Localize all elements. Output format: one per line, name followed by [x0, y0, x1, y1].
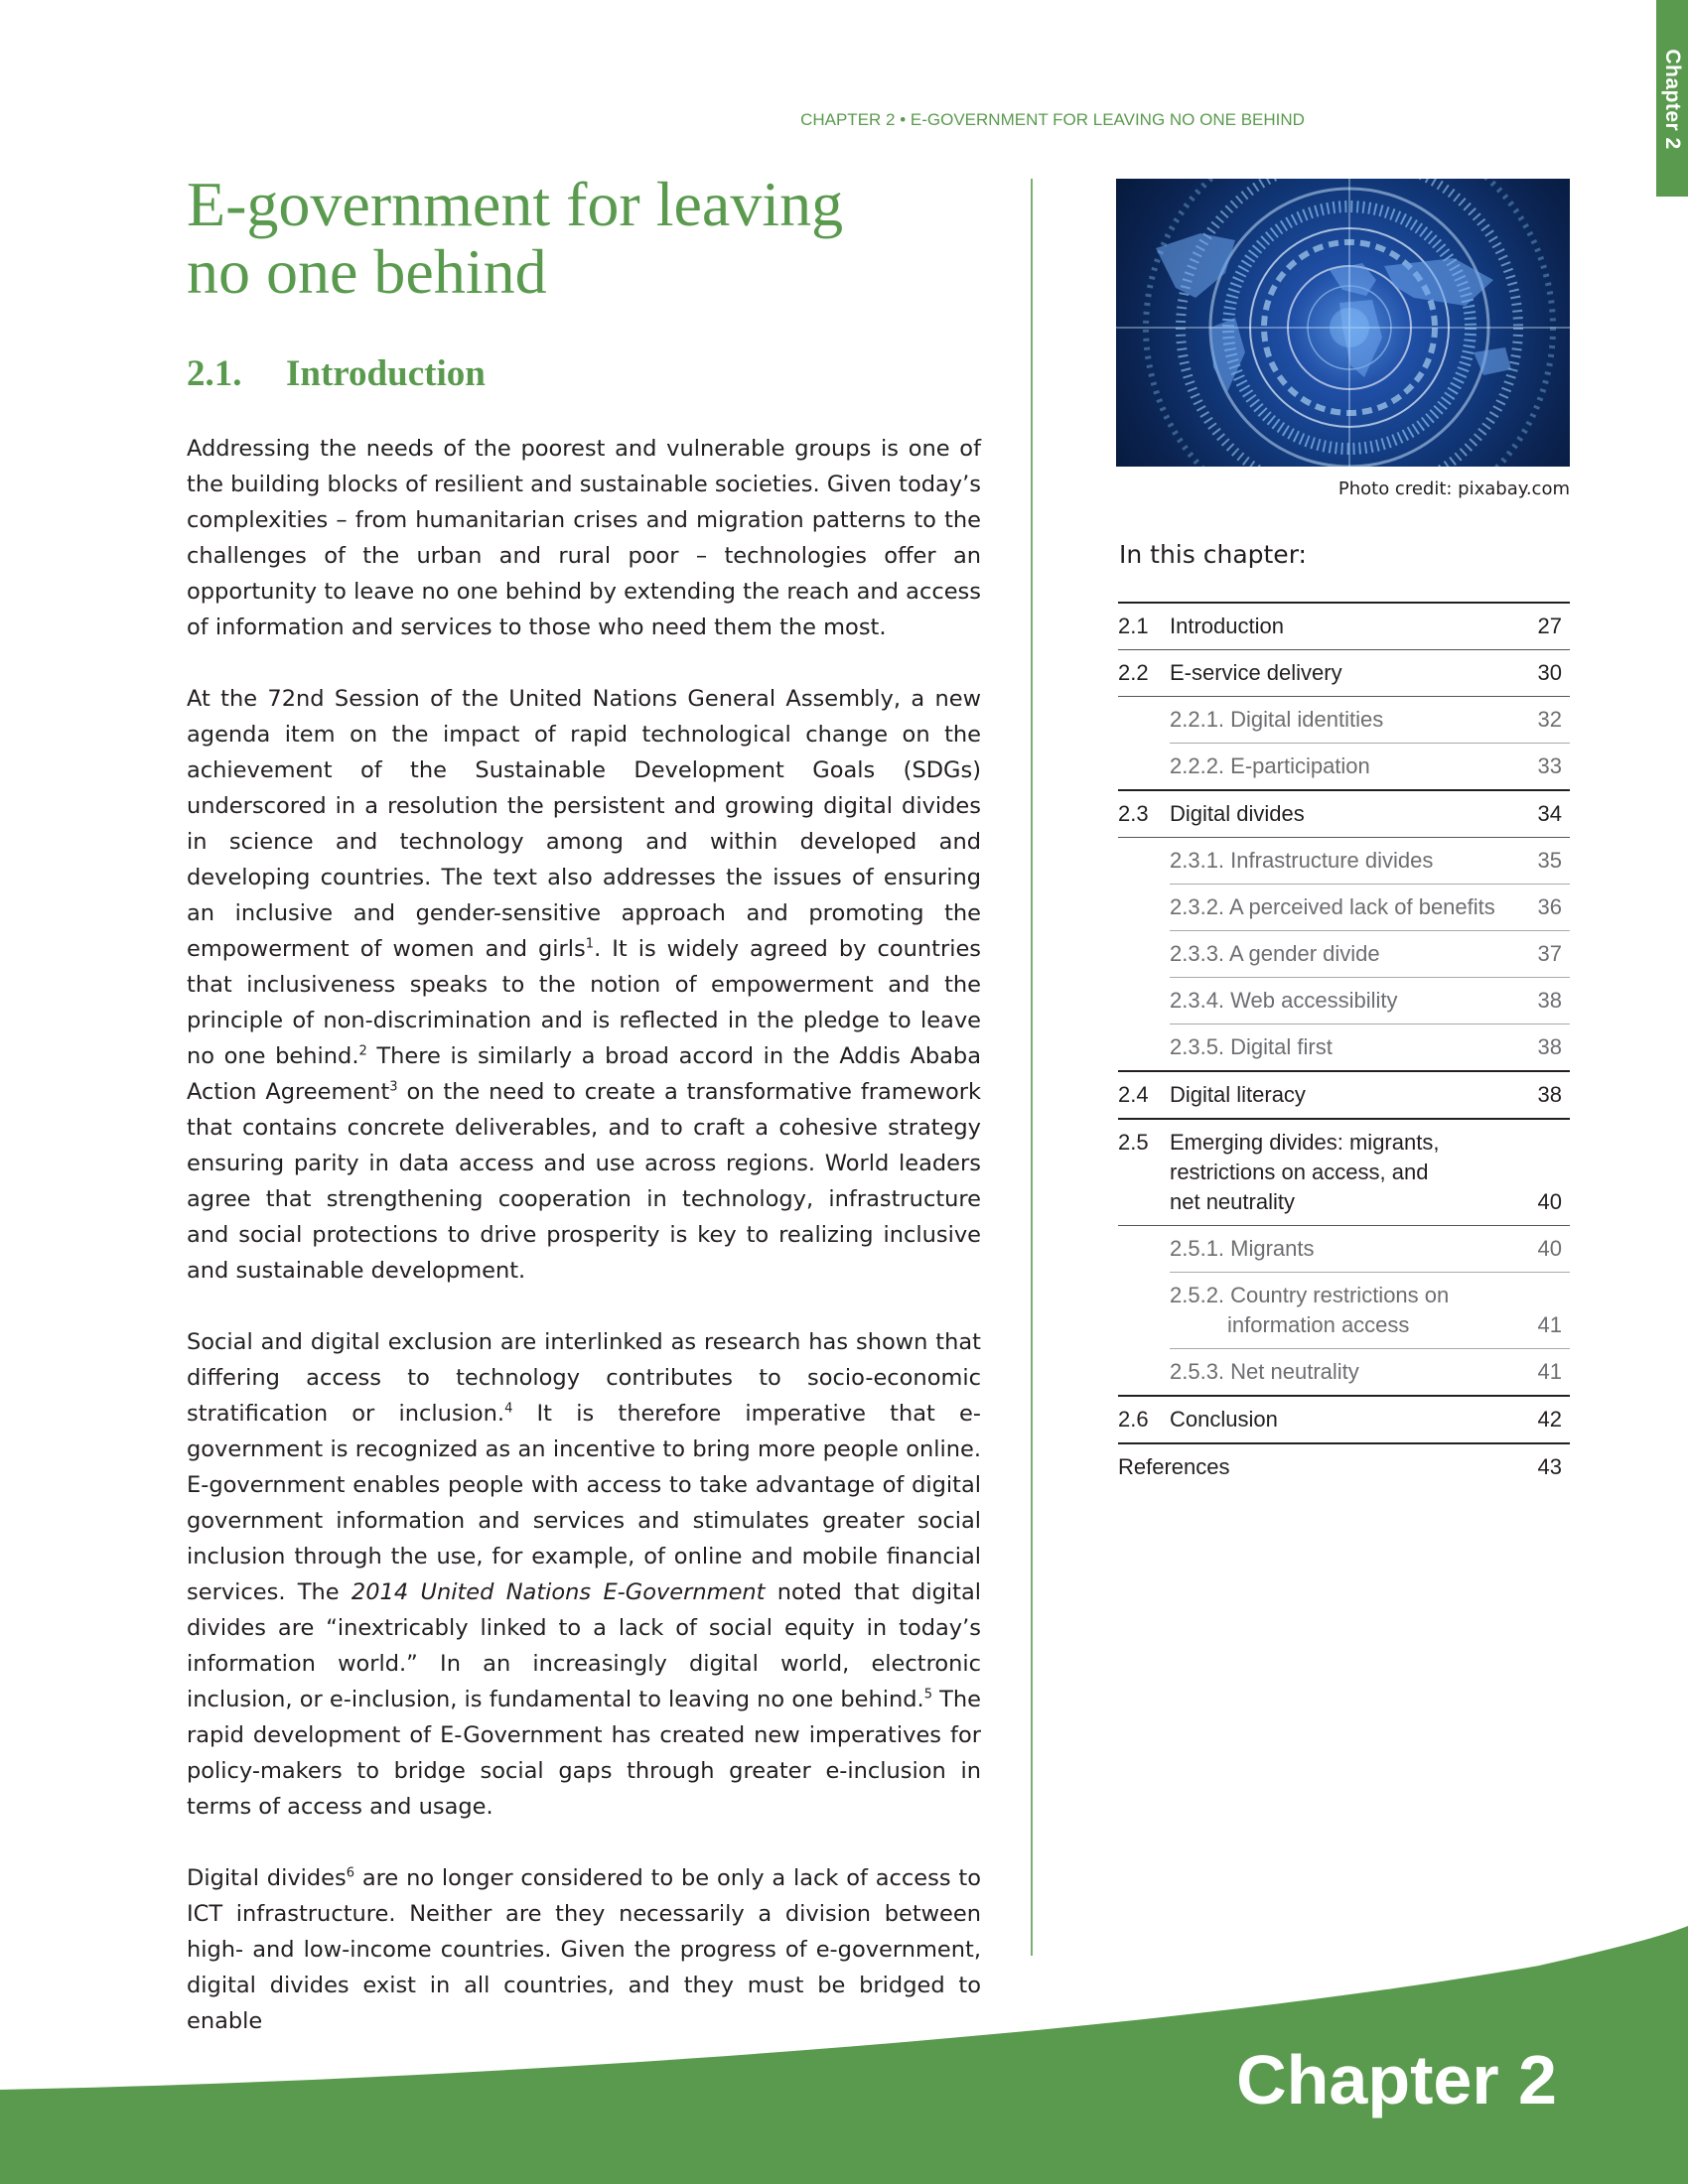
paragraph-1: Addressing the needs of the poorest and vulnerable groups is one of the building blocks of resilient and sustainable societies. Given today’s complexities – from humanitarian crises and migration patterns to the challenges of the urban and rural poor – technologies offer an opportunity to leave no one behind by extending the reach and access of information and services to those who need them the most.	[187, 436, 981, 640]
title-line-2: no one behind	[187, 236, 547, 307]
toc-title: 2.3.3. A gender divide	[1170, 941, 1380, 966]
toc-title: 2.3.2. A perceived lack of benefits	[1170, 894, 1495, 919]
text-run: It is therefore imperative that e-government is recognized as an incentive to bring more people online. E-government enables people with access to take advantage of digital government information and services and stimulates greater social inclusion through the use, for example, of online and mobile financial services. The	[187, 1401, 982, 1605]
paragraph-2	[187, 681, 981, 1289]
section-heading	[187, 352, 486, 395]
toc-entry-2-4[interactable]	[1118, 1072, 1570, 1120]
toc-page: 32	[1537, 707, 1562, 732]
toc-page: 36	[1537, 894, 1562, 919]
toc-page: 38	[1537, 988, 1562, 1013]
toc-number: 2.4	[1118, 1082, 1149, 1107]
toc-page: 37	[1537, 941, 1562, 966]
body-text	[187, 431, 981, 2075]
text-run: are no longer considered to be only a lack of access to ICT infrastructure. Neither are they necessarily a division between high- and low-income countries. Given the progress of e-government, digital divides exist in all countries, and they must be bridged to enable	[187, 1865, 981, 2034]
text-run: Social and digital exclusion are interlinked as research has shown that differing access to technology contributes to socio-economic stratification or inclusion.	[187, 1329, 981, 1427]
toc-entry-2-3-1[interactable]	[1170, 838, 1570, 885]
chapter-title	[187, 171, 1001, 306]
toc-title: Conclusion	[1170, 1407, 1278, 1432]
toc-title: 2.3.5. Digital first	[1170, 1034, 1333, 1059]
footnote-ref-6[interactable]: 6	[346, 1865, 355, 1881]
title-line-1: E-government for leaving	[187, 169, 844, 239]
toc-number: 2.3	[1118, 801, 1149, 826]
toc-entry-2-3-2[interactable]	[1170, 885, 1570, 931]
text-run: The rapid development of E-Government has created new imperatives for policy-makers to bridge social gaps through greater e-inclusion in terms of access and usage.	[187, 1687, 981, 1820]
toc-entry-2-3-3[interactable]	[1170, 931, 1570, 978]
column-divider	[1031, 179, 1033, 1956]
toc-page: 33	[1537, 753, 1562, 778]
toc-title: 2.2.2. E-participation	[1170, 753, 1370, 778]
side-tab-label: Chapter 2	[1661, 49, 1684, 150]
text-run: Digital divides	[187, 1865, 347, 1891]
toc-page: 40	[1537, 1236, 1562, 1261]
footnote-ref-1[interactable]: 1	[585, 936, 595, 952]
toc-title-line-1: 2.5.2. Country restrictions on	[1170, 1283, 1450, 1307]
footnote-ref-3[interactable]: 3	[389, 1079, 398, 1095]
toc-entry-2-6[interactable]	[1118, 1397, 1570, 1444]
toc-entry-2-5-3[interactable]	[1118, 1349, 1570, 1397]
table-of-contents	[1118, 602, 1570, 1490]
footer-wave	[0, 1866, 1688, 2184]
toc-page: 42	[1537, 1407, 1562, 1432]
toc-entry-2-3[interactable]	[1118, 791, 1570, 838]
toc-entry-2-3-4[interactable]	[1170, 978, 1570, 1024]
toc-title: 2.2.1. Digital identities	[1170, 707, 1384, 732]
report-title-italic: 2014 United Nations E-Government	[351, 1579, 766, 1605]
toc-entry-references[interactable]	[1118, 1444, 1570, 1490]
toc-entry-2-2-2[interactable]	[1118, 744, 1570, 791]
toc-page: 38	[1537, 1034, 1562, 1059]
footer-chapter-label: Chapter 2	[1236, 2041, 1557, 2118]
toc-title: E-service delivery	[1170, 660, 1342, 685]
toc-page: 40	[1537, 1189, 1562, 1214]
toc-title: 2.5.3. Net neutrality	[1170, 1359, 1359, 1384]
section-number: 2.1.	[187, 353, 242, 394]
toc-entry-2-5[interactable]	[1118, 1120, 1570, 1226]
toc-title: References	[1118, 1454, 1230, 1479]
footnote-ref-4[interactable]: 4	[504, 1401, 513, 1417]
toc-number: 2.1	[1118, 614, 1149, 638]
toc-page: 41	[1537, 1312, 1562, 1337]
chapter-photo	[1116, 179, 1570, 467]
toc-entry-2-2[interactable]	[1118, 650, 1570, 697]
footnote-ref-5[interactable]: 5	[923, 1687, 932, 1703]
section-title: Introduction	[286, 353, 486, 394]
running-head: CHAPTER 2 • E-GOVERNMENT FOR LEAVING NO ONE BEHIND	[800, 110, 1305, 129]
toc-page: 43	[1537, 1454, 1562, 1479]
chapter-side-tab	[1656, 0, 1688, 197]
toc-number: 2.6	[1118, 1407, 1149, 1432]
toc-page: 35	[1537, 848, 1562, 873]
toc-entry-2-3-5[interactable]	[1118, 1024, 1570, 1072]
toc-title: 2.5.1. Migrants	[1170, 1236, 1315, 1261]
toc-title: Digital divides	[1170, 801, 1305, 826]
toc-title-line-2: information access	[1227, 1312, 1410, 1337]
toc-title: 2.3.4. Web accessibility	[1170, 988, 1398, 1013]
toc-page: 41	[1537, 1359, 1562, 1384]
text-run: At the 72nd Session of the United Nations General Assembly, a new agenda item on the impact of rapid technological change on the achievement of the Sustainable Development Goals (SDGs) underscored in a resolution the persistent and growing digital divides in science and technology among and within developed and developing countries. The text also addresses the issues of ensuring an inclusive and gender-sensitive approach and promoting the empowerment of women and girls	[187, 686, 981, 962]
toc-heading: In this chapter:	[1119, 540, 1307, 569]
toc-title: 2.3.1. Infrastructure divides	[1170, 848, 1434, 873]
toc-title: Emerging divides: migrants, restrictions on access, and net neutrality	[1170, 1130, 1440, 1214]
text-run: on the need to create a transformative framework that contains concrete deliverables, and to craft a cohesive strategy ensuring parity in data access and use across regions. World leaders agree that strengthening cooperation in technology, infrastructure and social protections to drive prosperity is key to realizing inclusive and sustainable development.	[187, 1079, 981, 1284]
toc-page: 27	[1537, 614, 1562, 638]
globe-tech-image	[1116, 179, 1570, 467]
paragraph-3	[187, 1324, 981, 1825]
toc-title	[1170, 1281, 1522, 1340]
toc-entry-2-2-1[interactable]	[1170, 697, 1570, 744]
toc-title: Digital literacy	[1170, 1082, 1306, 1107]
toc-page: 38	[1537, 1082, 1562, 1107]
toc-number: 2.5	[1118, 1130, 1149, 1155]
toc-entry-2-1[interactable]	[1118, 604, 1570, 650]
text-run: noted that digital divides are “inextricably linked to a lack of social equity in today’s information world.” In an increasingly digital world, electronic inclusion, or e-inclusion, is fundamental to leaving no one behind.	[187, 1579, 981, 1712]
photo-credit: Photo credit: pixabay.com	[1337, 478, 1570, 499]
toc-title: Introduction	[1170, 614, 1284, 638]
text-run: There is similarly a broad accord in the Addis Ababa Action Agreement	[187, 1043, 982, 1105]
toc-number: 2.2	[1118, 660, 1149, 685]
toc-entry-2-5-1[interactable]	[1170, 1226, 1570, 1273]
footnote-ref-2[interactable]: 2	[358, 1043, 367, 1059]
text-run: . It is widely agreed by countries that inclusiveness speaks to the notion of empowerment and the principle of non-discrimination and is reflected in the pledge to leave no one behind.	[187, 936, 982, 1069]
toc-page: 34	[1537, 801, 1562, 826]
toc-entry-2-5-2[interactable]	[1170, 1273, 1570, 1349]
toc-page: 30	[1537, 660, 1562, 685]
